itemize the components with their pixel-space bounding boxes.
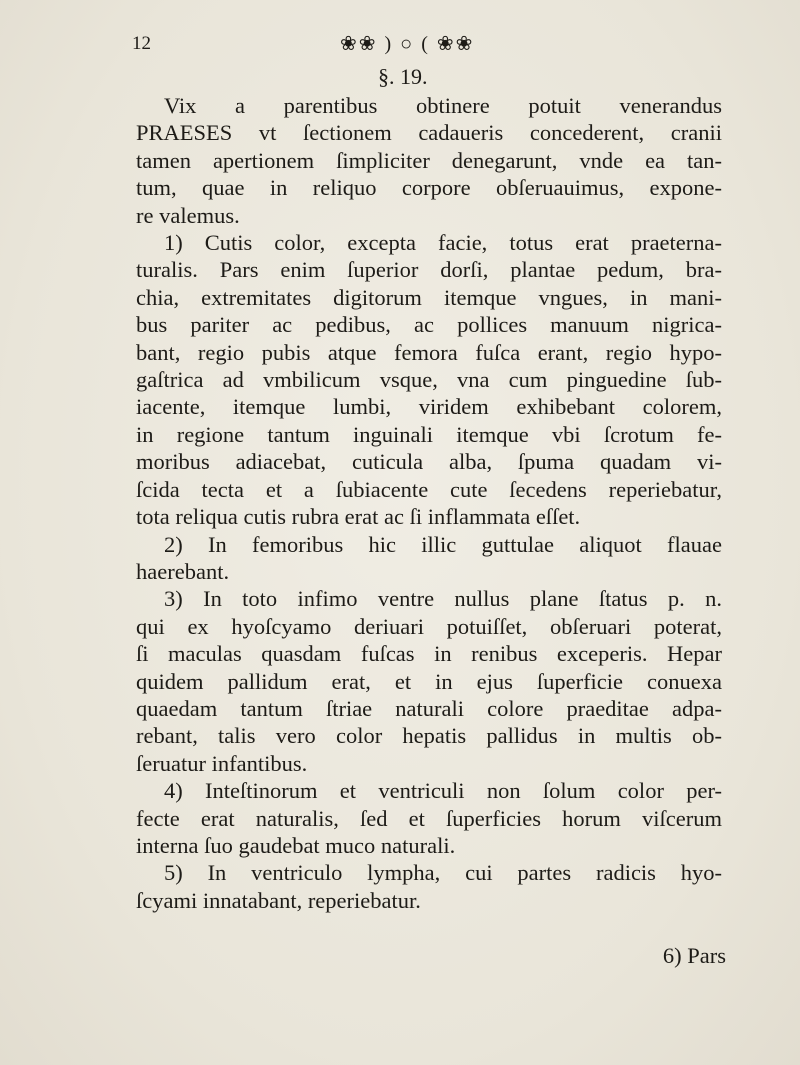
- text-line: turalis. Pars enim ſuperior dorſi, plantae pedum, bra-: [136, 257, 722, 283]
- text-line: 4) Inteſtinorum et ventriculi non ſolum color per-: [164, 778, 722, 804]
- text-line: moribus adiacebat, cuticula alba, ſpuma quadam vi-: [136, 449, 722, 475]
- text-line: chia, extremitates digitorum itemque vngues, in mani-: [136, 284, 722, 310]
- running-header: [0, 33, 800, 61]
- text-line: interna ſuo gaudebat muco naturali.: [136, 832, 456, 858]
- text-line: bus pariter ac pedibus, ac pollices manuum nigrica-: [136, 312, 722, 338]
- text-line: quaedam tantum ſtriae naturali colore praeditae adpa-: [136, 695, 722, 721]
- text-line: quidem pallidum erat, et in ejus ſuperficie conuexa: [136, 668, 722, 694]
- text-line: gaſtrica ad vmbilicum vsque, vna cum pinguedine ſub-: [136, 367, 722, 393]
- text-line: ſi maculas quasdam fuſcas in renibus exceperis. Hepar: [136, 641, 722, 667]
- catchword: 6) Pars: [662, 943, 726, 968]
- text-line: ſeruatur infantibus.: [136, 750, 308, 776]
- text-line: re valemus.: [136, 202, 240, 228]
- text-line: ſcyami innatabant, reperiebatur.: [136, 887, 421, 913]
- text-line: iacente, itemque lumbi, viridem exhibebant colorem,: [136, 394, 722, 420]
- paragraph: [136, 92, 722, 229]
- paragraph: [136, 777, 722, 859]
- text-line: fecte erat naturalis, ſed et ſuperficies horum viſcerum: [136, 805, 722, 831]
- text-line: haerebant.: [136, 558, 230, 584]
- paragraph: [136, 859, 722, 914]
- text-line: PRAESES vt ſectionem cadaueris concederent, cranii: [136, 120, 722, 146]
- text-line: tamen apertionem ſimpliciter denegarunt, vnde ea tan-: [136, 147, 722, 173]
- page-number: 12: [132, 33, 151, 54]
- header-ornament: ❀❀ ) ○ ( ❀❀: [340, 33, 475, 55]
- text-line: Vix a parentibus obtinere potuit venerandus: [164, 93, 722, 118]
- text-line: in regione tantum inguinali itemque vbi ſcrotum fe-: [136, 421, 722, 447]
- paragraph: [136, 229, 722, 530]
- text-line: rebant, talis vero color hepatis pallidus in multis ob-: [136, 723, 722, 749]
- text-line: tum, quae in reliquo corpore obſeruauimus, expone-: [136, 175, 722, 201]
- text-line: 3) In toto infimo ventre nullus plane ſtatus p. n.: [164, 586, 722, 612]
- text-line: ſcida tecta et a ſubiacente cute ſecedens reperiebatur,: [136, 476, 722, 502]
- text-line: 1) Cutis color, excepta facie, totus erat praeterna-: [164, 230, 722, 256]
- body-text: [136, 92, 722, 914]
- paragraph: [136, 585, 722, 777]
- text-line: 5) In ventriculo lympha, cui partes radicis hyo-: [164, 860, 722, 886]
- paragraph: [136, 531, 722, 586]
- section-heading: §. 19.: [378, 64, 428, 89]
- text-line: 2) In femoribus hic illic guttulae aliquot flauae: [164, 531, 722, 557]
- text-line: qui ex hyoſcyamo deriuari potuiſſet, obſeruari poterat,: [136, 613, 722, 639]
- text-line: bant, regio pubis atque femora fuſca erant, regio hypo-: [136, 339, 722, 365]
- text-line: tota reliqua cutis rubra erat ac ſi inflammata eſſet.: [136, 504, 581, 530]
